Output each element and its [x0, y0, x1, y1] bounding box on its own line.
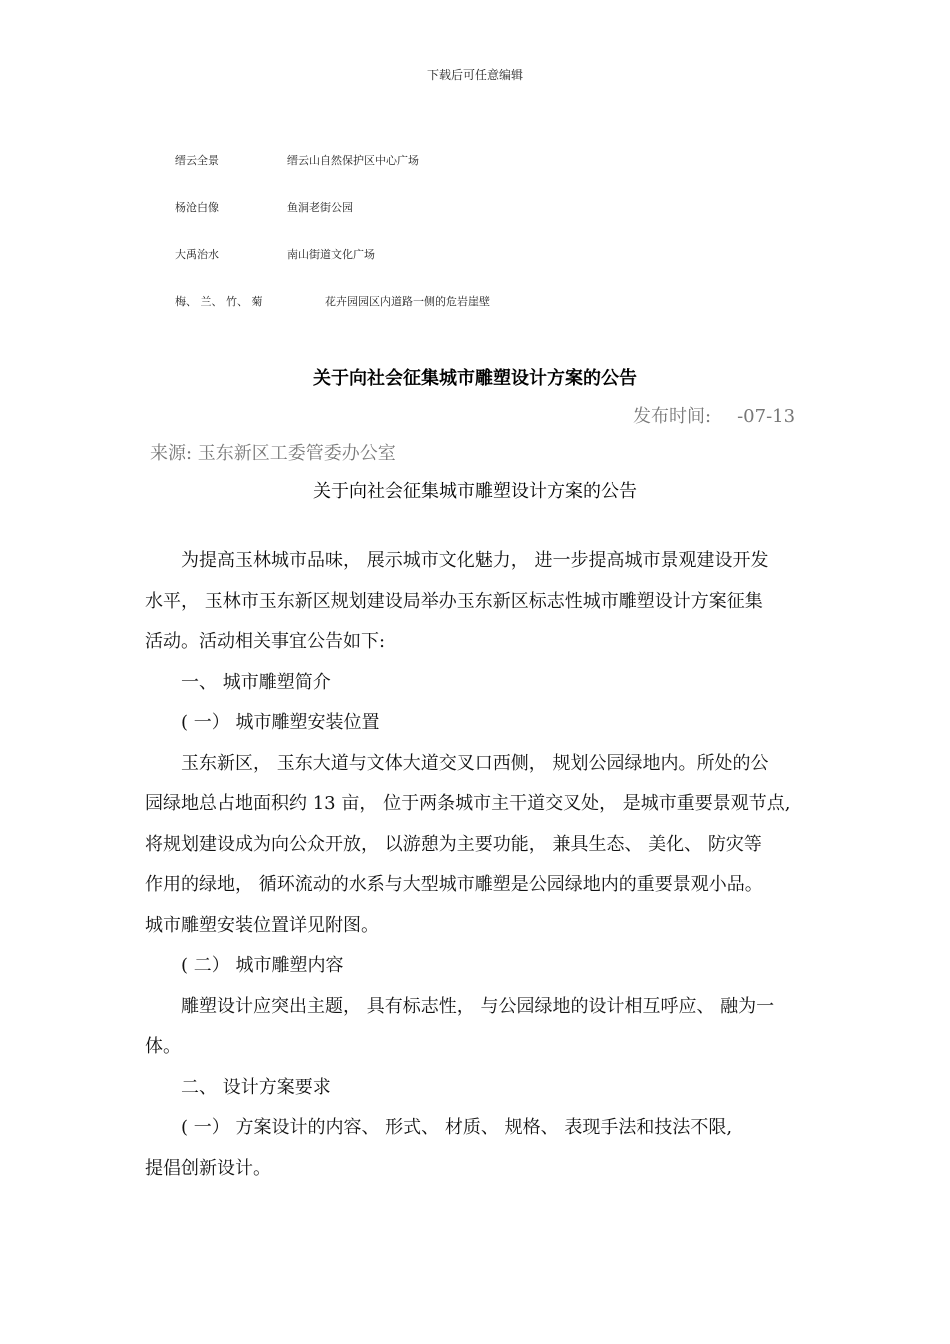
body-line: 水平， 玉林市玉东新区规划建设局举办玉东新区标志性城市雕塑设计方案征集 — [145, 590, 763, 612]
subsection-heading: ( 一） 城市雕塑安装位置 — [181, 712, 380, 733]
publish-label: 发布时间: — [633, 406, 712, 427]
body-line: 为提高玉林城市品味， 展示城市文化魅力， 进一步提高城市景观建设开发 — [181, 550, 769, 571]
body-line: 活动。活动相关事宜公告如下: — [145, 631, 386, 652]
sculpture-name: 杨沧白像 — [175, 201, 219, 214]
body-line: 提倡创新设计。 — [145, 1157, 271, 1179]
section-heading: 一、 城市雕塑简介 — [181, 671, 331, 693]
body-line: 园绿地总占地面积约 13 亩， 位于两条城市主干道交叉处， 是城市重要景观节点, — [145, 793, 791, 814]
subsection-heading: ( 一） 方案设计的内容、 形式、 材质、 规格、 表现手法和技法不限, — [181, 1117, 733, 1138]
sculpture-name: 梅、 兰、 竹、 菊 — [175, 295, 263, 308]
sculpture-location: 鱼洞老街公园 — [287, 201, 353, 214]
subsection-heading: ( 二） 城市雕塑内容 — [181, 955, 344, 976]
publish-time — [633, 402, 795, 428]
section-heading: 二、 设计方案要求 — [181, 1076, 331, 1098]
body-line: 雕塑设计应突出主题， 具有标志性， 与公园绿地的设计相互呼应、 融为一 — [181, 995, 775, 1017]
sub-title: 关于向社会征集城市雕塑设计方案的公告 — [313, 481, 637, 502]
sculpture-location: 花卉园园区内道路一侧的危岩崖壁 — [325, 295, 490, 308]
sculpture-name: 缙云全景 — [175, 154, 219, 167]
publish-date: -07-13 — [737, 406, 796, 427]
body-line: 将规划建设成为向公众开放， 以游憩为主要功能， 兼具生态、 美化、 防灾等 — [145, 833, 762, 855]
source-line: 来源: 玉东新区工委管委办公室 — [150, 443, 396, 464]
body-line: 作用的绿地， 循环流动的水系与大型城市雕塑是公园绿地内的重要景观小品。 — [145, 874, 763, 895]
sculpture-location: 南山街道文化广场 — [287, 248, 375, 261]
sculpture-name: 大禹治水 — [175, 248, 219, 261]
body-line: 体。 — [145, 1036, 181, 1057]
body-line: 城市雕塑安装位置详见附图。 — [145, 914, 379, 936]
main-title: 关于向社会征集城市雕塑设计方案的公告 — [313, 368, 637, 389]
announcement-body — [145, 541, 810, 1189]
header-note: 下载后可任意编辑 — [426, 68, 523, 82]
sculpture-location: 缙云山自然保护区中心广场 — [287, 154, 419, 167]
body-line: 玉东新区， 玉东大道与文体大道交叉口西侧， 规划公园绿地内。所处的公 — [181, 752, 769, 774]
